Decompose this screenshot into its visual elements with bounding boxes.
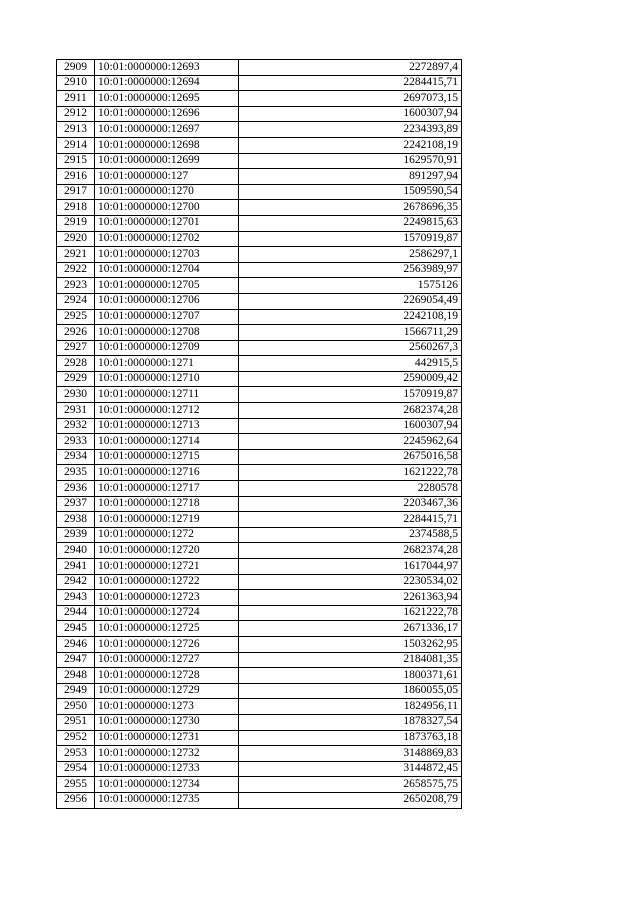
cadastral-number-cell: 10:01:0000000:12707 xyxy=(95,309,239,325)
row-number-cell: 2952 xyxy=(57,730,95,746)
cadastral-number-cell: 10:01:0000000:12732 xyxy=(95,746,239,762)
table-row xyxy=(57,792,462,808)
table-row xyxy=(57,574,462,590)
row-number-cell: 2932 xyxy=(57,418,95,434)
value-cell: 2675016,58 xyxy=(239,449,462,465)
cadastral-number-cell: 10:01:0000000:1271 xyxy=(95,356,239,372)
value-cell: 2184081,35 xyxy=(239,652,462,668)
value-cell: 1600307,94 xyxy=(239,106,462,122)
value-cell: 2590009,42 xyxy=(239,371,462,387)
cadastral-number-cell: 10:01:0000000:12725 xyxy=(95,621,239,637)
value-cell: 1600307,94 xyxy=(239,418,462,434)
value-cell: 2203467,36 xyxy=(239,496,462,512)
cadastral-number-cell: 10:01:0000000:12733 xyxy=(95,761,239,777)
value-cell: 1509590,54 xyxy=(239,184,462,200)
row-number-cell: 2930 xyxy=(57,387,95,403)
table-row xyxy=(57,730,462,746)
table-row xyxy=(57,636,462,652)
table-row xyxy=(57,418,462,434)
cadastral-number-cell: 10:01:0000000:12703 xyxy=(95,247,239,263)
value-cell: 2563989,97 xyxy=(239,262,462,278)
cadastral-number-cell: 10:01:0000000:12698 xyxy=(95,137,239,153)
row-number-cell: 2926 xyxy=(57,325,95,341)
row-number-cell: 2921 xyxy=(57,247,95,263)
cadastral-number-cell: 10:01:0000000:12735 xyxy=(95,792,239,808)
value-cell: 2560267,3 xyxy=(239,340,462,356)
table-row xyxy=(57,137,462,153)
table-row xyxy=(57,621,462,637)
cadastral-number-cell: 10:01:0000000:12728 xyxy=(95,668,239,684)
table-row xyxy=(57,293,462,309)
table-row xyxy=(57,91,462,107)
row-number-cell: 2942 xyxy=(57,574,95,590)
row-number-cell: 2953 xyxy=(57,746,95,762)
table-row xyxy=(57,512,462,528)
table-row xyxy=(57,387,462,403)
row-number-cell: 2912 xyxy=(57,106,95,122)
table-row xyxy=(57,200,462,216)
row-number-cell: 2941 xyxy=(57,559,95,575)
value-cell: 1873763,18 xyxy=(239,730,462,746)
table-row xyxy=(57,325,462,341)
table-row xyxy=(57,527,462,543)
table-row xyxy=(57,605,462,621)
cadastral-number-cell: 10:01:0000000:12693 xyxy=(95,60,239,76)
value-cell: 2586297,1 xyxy=(239,247,462,263)
cadastral-number-cell: 10:01:0000000:12704 xyxy=(95,262,239,278)
row-number-cell: 2938 xyxy=(57,512,95,528)
cadastral-number-cell: 10:01:0000000:12710 xyxy=(95,371,239,387)
value-cell: 2249815,63 xyxy=(239,215,462,231)
row-number-cell: 2943 xyxy=(57,590,95,606)
value-cell: 442915,5 xyxy=(239,356,462,372)
cadastral-number-cell: 10:01:0000000:12718 xyxy=(95,496,239,512)
cadastral-number-cell: 10:01:0000000:12694 xyxy=(95,75,239,91)
cadastral-number-cell: 10:01:0000000:12721 xyxy=(95,559,239,575)
row-number-cell: 2918 xyxy=(57,200,95,216)
row-number-cell: 2915 xyxy=(57,153,95,169)
row-number-cell: 2920 xyxy=(57,231,95,247)
table-row xyxy=(57,434,462,450)
value-cell: 2245962,64 xyxy=(239,434,462,450)
row-number-cell: 2945 xyxy=(57,621,95,637)
row-number-cell: 2949 xyxy=(57,683,95,699)
value-cell: 2261363,94 xyxy=(239,590,462,606)
value-cell: 2284415,71 xyxy=(239,75,462,91)
table-row xyxy=(57,75,462,91)
cadastral-number-cell: 10:01:0000000:12716 xyxy=(95,465,239,481)
row-number-cell: 2925 xyxy=(57,309,95,325)
table-row xyxy=(57,262,462,278)
row-number-cell: 2913 xyxy=(57,122,95,138)
cadastral-number-cell: 10:01:0000000:12723 xyxy=(95,590,239,606)
table-row xyxy=(57,668,462,684)
value-cell: 2280578 xyxy=(239,481,462,497)
row-number-cell: 2950 xyxy=(57,699,95,715)
value-cell: 2272897,4 xyxy=(239,60,462,76)
row-number-cell: 2955 xyxy=(57,777,95,793)
cadastral-number-cell: 10:01:0000000:12724 xyxy=(95,605,239,621)
value-cell: 1800371,61 xyxy=(239,668,462,684)
table-row xyxy=(57,481,462,497)
row-number-cell: 2919 xyxy=(57,215,95,231)
value-cell: 2650208,79 xyxy=(239,792,462,808)
cadastral-number-cell: 10:01:0000000:12731 xyxy=(95,730,239,746)
cadastral-number-cell: 10:01:0000000:12730 xyxy=(95,714,239,730)
table-row xyxy=(57,652,462,668)
cadastral-number-cell: 10:01:0000000:12699 xyxy=(95,153,239,169)
cadastral-value-table xyxy=(56,59,462,809)
row-number-cell: 2924 xyxy=(57,293,95,309)
row-number-cell: 2916 xyxy=(57,169,95,185)
table-row xyxy=(57,184,462,200)
value-cell: 2678696,35 xyxy=(239,200,462,216)
table-row xyxy=(57,169,462,185)
value-cell: 891297,94 xyxy=(239,169,462,185)
table-row xyxy=(57,496,462,512)
cadastral-number-cell: 10:01:0000000:12708 xyxy=(95,325,239,341)
cadastral-number-cell: 10:01:0000000:12729 xyxy=(95,683,239,699)
cadastral-number-cell: 10:01:0000000:12702 xyxy=(95,231,239,247)
row-number-cell: 2933 xyxy=(57,434,95,450)
table-row xyxy=(57,122,462,138)
value-cell: 2242108,19 xyxy=(239,137,462,153)
cadastral-number-cell: 10:01:0000000:12727 xyxy=(95,652,239,668)
cadastral-number-cell: 10:01:0000000:12695 xyxy=(95,91,239,107)
cadastral-number-cell: 10:01:0000000:12705 xyxy=(95,278,239,294)
cadastral-number-cell: 10:01:0000000:12709 xyxy=(95,340,239,356)
value-cell: 1570919,87 xyxy=(239,387,462,403)
table-row xyxy=(57,247,462,263)
table-row xyxy=(57,777,462,793)
row-number-cell: 2929 xyxy=(57,371,95,387)
table-row xyxy=(57,340,462,356)
value-cell: 1621222,78 xyxy=(239,465,462,481)
row-number-cell: 2914 xyxy=(57,137,95,153)
row-number-cell: 2937 xyxy=(57,496,95,512)
value-cell: 2269054,49 xyxy=(239,293,462,309)
row-number-cell: 2931 xyxy=(57,403,95,419)
row-number-cell: 2946 xyxy=(57,636,95,652)
value-cell: 2284415,71 xyxy=(239,512,462,528)
cadastral-number-cell: 10:01:0000000:127 xyxy=(95,169,239,185)
table-body xyxy=(57,60,462,809)
table-row xyxy=(57,590,462,606)
table-row xyxy=(57,449,462,465)
table-row xyxy=(57,761,462,777)
table-row xyxy=(57,309,462,325)
value-cell: 1566711,29 xyxy=(239,325,462,341)
cadastral-number-cell: 10:01:0000000:12715 xyxy=(95,449,239,465)
row-number-cell: 2936 xyxy=(57,481,95,497)
value-cell: 3144872,45 xyxy=(239,761,462,777)
table-row xyxy=(57,403,462,419)
table-row xyxy=(57,278,462,294)
value-cell: 3148869,83 xyxy=(239,746,462,762)
value-cell: 2374588,5 xyxy=(239,527,462,543)
cadastral-number-cell: 10:01:0000000:12726 xyxy=(95,636,239,652)
row-number-cell: 2928 xyxy=(57,356,95,372)
value-cell: 2671336,17 xyxy=(239,621,462,637)
table-row xyxy=(57,714,462,730)
value-cell: 1860055,05 xyxy=(239,683,462,699)
row-number-cell: 2954 xyxy=(57,761,95,777)
value-cell: 1617044,97 xyxy=(239,559,462,575)
table-row xyxy=(57,356,462,372)
row-number-cell: 2934 xyxy=(57,449,95,465)
row-number-cell: 2910 xyxy=(57,75,95,91)
table-row xyxy=(57,699,462,715)
row-number-cell: 2911 xyxy=(57,91,95,107)
table-row xyxy=(57,153,462,169)
table-row xyxy=(57,683,462,699)
cadastral-number-cell: 10:01:0000000:12720 xyxy=(95,543,239,559)
row-number-cell: 2917 xyxy=(57,184,95,200)
row-number-cell: 2935 xyxy=(57,465,95,481)
cadastral-number-cell: 10:01:0000000:12719 xyxy=(95,512,239,528)
table-row xyxy=(57,371,462,387)
row-number-cell: 2947 xyxy=(57,652,95,668)
cadastral-number-cell: 10:01:0000000:1273 xyxy=(95,699,239,715)
value-cell: 1621222,78 xyxy=(239,605,462,621)
table-row xyxy=(57,60,462,76)
value-cell: 1570919,87 xyxy=(239,231,462,247)
table-row xyxy=(57,215,462,231)
row-number-cell: 2939 xyxy=(57,527,95,543)
value-cell: 2230534,02 xyxy=(239,574,462,590)
value-cell: 1878327,54 xyxy=(239,714,462,730)
value-cell: 2242108,19 xyxy=(239,309,462,325)
table-row xyxy=(57,543,462,559)
row-number-cell: 2940 xyxy=(57,543,95,559)
value-cell: 2682374,28 xyxy=(239,543,462,559)
cadastral-number-cell: 10:01:0000000:12714 xyxy=(95,434,239,450)
row-number-cell: 2922 xyxy=(57,262,95,278)
value-cell: 1503262,95 xyxy=(239,636,462,652)
value-cell: 2697073,15 xyxy=(239,91,462,107)
row-number-cell: 2951 xyxy=(57,714,95,730)
cadastral-number-cell: 10:01:0000000:12712 xyxy=(95,403,239,419)
cadastral-number-cell: 10:01:0000000:12697 xyxy=(95,122,239,138)
cadastral-number-cell: 10:01:0000000:12722 xyxy=(95,574,239,590)
row-number-cell: 2948 xyxy=(57,668,95,684)
cadastral-number-cell: 10:01:0000000:12713 xyxy=(95,418,239,434)
cadastral-number-cell: 10:01:0000000:12701 xyxy=(95,215,239,231)
table-row xyxy=(57,231,462,247)
table-row xyxy=(57,106,462,122)
value-cell: 1824956,11 xyxy=(239,699,462,715)
row-number-cell: 2927 xyxy=(57,340,95,356)
value-cell: 2234393,89 xyxy=(239,122,462,138)
row-number-cell: 2909 xyxy=(57,60,95,76)
table-row xyxy=(57,746,462,762)
table-row xyxy=(57,559,462,575)
cadastral-number-cell: 10:01:0000000:12706 xyxy=(95,293,239,309)
cadastral-number-cell: 10:01:0000000:12717 xyxy=(95,481,239,497)
cadastral-number-cell: 10:01:0000000:1270 xyxy=(95,184,239,200)
cadastral-number-cell: 10:01:0000000:12711 xyxy=(95,387,239,403)
value-cell: 2658575,75 xyxy=(239,777,462,793)
row-number-cell: 2923 xyxy=(57,278,95,294)
value-cell: 1575126 xyxy=(239,278,462,294)
cadastral-number-cell: 10:01:0000000:1272 xyxy=(95,527,239,543)
row-number-cell: 2956 xyxy=(57,792,95,808)
value-cell: 1629570,91 xyxy=(239,153,462,169)
row-number-cell: 2944 xyxy=(57,605,95,621)
cadastral-number-cell: 10:01:0000000:12700 xyxy=(95,200,239,216)
value-cell: 2682374,28 xyxy=(239,403,462,419)
cadastral-number-cell: 10:01:0000000:12734 xyxy=(95,777,239,793)
cadastral-number-cell: 10:01:0000000:12696 xyxy=(95,106,239,122)
table-row xyxy=(57,465,462,481)
